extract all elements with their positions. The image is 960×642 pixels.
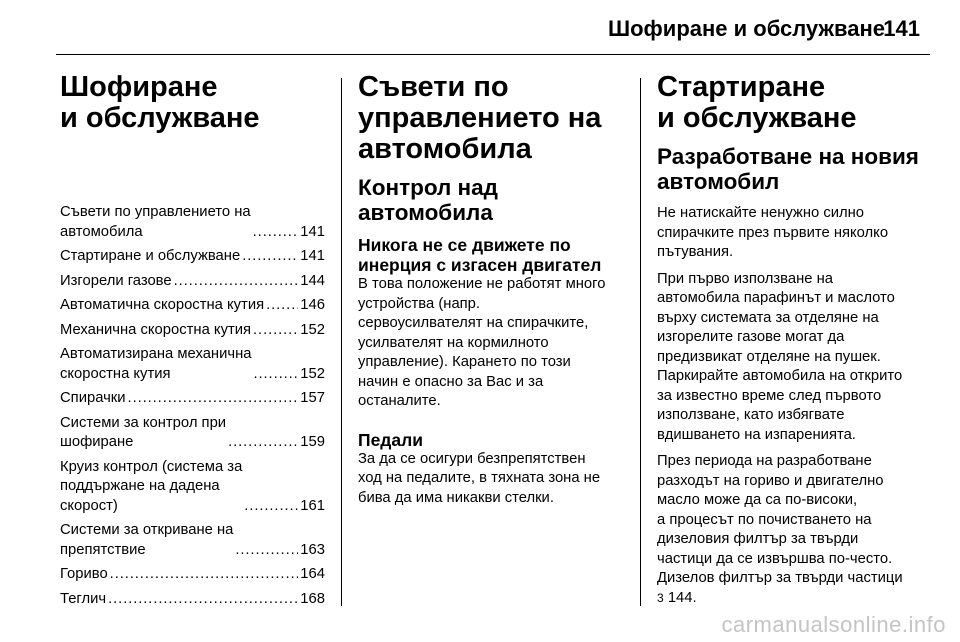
heading-pedals: Педали — [358, 429, 424, 450]
toc-entry-title: Круиз контрол (система за поддържане на дадена скорост) — [60, 458, 243, 514]
toc-entry-title: Гориво — [60, 566, 108, 582]
toc-entry[interactable] — [60, 203, 325, 242]
subsection-vehicle-control: Контрол над автомобила — [358, 175, 498, 225]
toc-entry-page: 163 — [300, 541, 325, 558]
toc-dot-leader — [174, 272, 299, 292]
toc-entry-page: 152 — [300, 365, 325, 382]
toc-entry-title: Системи за откриване на препятствие — [60, 522, 234, 558]
toc-entry-page: 164 — [300, 566, 325, 582]
paragraph-pedals: За да се осигури безпрепятствен ход на педалите, в тяхната зона не бива да има никакви стелки. — [358, 450, 601, 506]
header-title: Шофиране и обслужване — [608, 16, 886, 41]
toc-entry-title: Теглич — [60, 590, 107, 607]
toc-dot-leader — [253, 223, 299, 243]
chapter-title: Шофиране и обслужване — [60, 71, 260, 134]
toc-entry-page: 157 — [300, 390, 325, 406]
toc-entry[interactable] — [60, 272, 325, 292]
header-divider — [56, 54, 930, 55]
toc-dot-leader — [266, 296, 298, 316]
cross-reference-icon: 3 — [657, 590, 664, 605]
toc-entry[interactable] — [60, 321, 325, 341]
toc-entry-title: Системи за контрол при шофиране — [60, 414, 227, 450]
toc-entry-title: Автоматична скоростна кутия — [60, 297, 265, 313]
toc-dot-leader — [235, 541, 298, 561]
toc-entry-page: 141 — [300, 223, 325, 240]
toc-entry-page: 161 — [300, 497, 325, 514]
toc-entry-title: Механична скоростна кутия — [60, 321, 252, 338]
toc-entry-title: Спирачки — [60, 390, 126, 406]
paragraph-consumption-text: През периода на разработване разходът на гориво и двигателно масло може да са по-високи, а процесът по почистването на дизеловия филтър за твърди частици да се извършва по-често. Дизелов филтър за твърди частици — [657, 453, 903, 586]
toc-dot-leader — [242, 247, 298, 267]
toc-entry[interactable] — [60, 458, 325, 517]
column-divider-2 — [640, 78, 641, 606]
toc-entry-page: 141 — [300, 248, 325, 264]
toc-entry[interactable] — [60, 296, 325, 316]
paragraph-consumption — [657, 452, 927, 608]
toc-dot-leader — [253, 321, 298, 341]
paragraph-smoke: При първо използване на автомобила парафинът и маслото върху системата за отделяне на изгорелите газове могат да предизвикат отделяне на пушек. Паркирайте автомобила на открито за известно време след първото използване, като избягвате вдишването на изпаренията. — [657, 270, 903, 443]
toc-dot-leader — [108, 590, 298, 610]
toc-entry-page: 152 — [300, 321, 325, 338]
page-number: 141 — [883, 16, 920, 41]
toc-entry-title: Стартиране и обслужване — [60, 248, 241, 264]
toc-entry-title: Съвети по управлението на автомобила — [60, 204, 251, 240]
toc-entry-title: Изгорели газове — [60, 272, 172, 289]
column-divider-1 — [341, 78, 342, 606]
paragraph-brakes: Не натискайте ненужно силно спирачките през първите няколко пътувания. — [657, 205, 889, 260]
toc-entry[interactable] — [60, 247, 325, 267]
subsection-new-vehicle-running-in: Разработване на новия автомобил — [657, 144, 919, 194]
toc-dot-leader — [253, 365, 298, 385]
chapter-contents-column — [60, 72, 325, 614]
toc-dot-leader — [128, 389, 299, 409]
toc-entry-page: 159 — [300, 434, 325, 450]
toc-entry[interactable] — [60, 389, 325, 409]
toc-entry[interactable] — [60, 345, 325, 384]
watermark: carmanualsonline.info — [721, 612, 946, 637]
toc-entry[interactable] — [60, 521, 325, 560]
driving-tips-column — [358, 72, 626, 515]
toc-dot-leader — [244, 497, 298, 517]
toc-entry[interactable] — [60, 565, 325, 585]
toc-entry-title: Автоматизирана механична скоростна кутия — [60, 346, 252, 382]
toc-entry-page: 168 — [300, 590, 325, 607]
paragraph-coasting-warning: В това положение не работят много устройства (напр. сервоусилвателят на спирачките, усилвателят на кормилното управление). Каранeто по този начин е опасно за Вас и за останалите. — [358, 276, 606, 409]
toc-entry[interactable] — [60, 414, 325, 453]
section-title-starting: Стартиране и обслужване — [657, 71, 857, 134]
starting-operating-column — [657, 72, 927, 615]
toc-entry-page: 144 — [300, 272, 325, 289]
toc-dot-leader — [228, 433, 298, 453]
heading-never-coast: Никога не се движете по инерция с изгасен двигател — [358, 235, 602, 275]
toc-entry-page: 146 — [300, 297, 325, 313]
toc-dot-leader — [110, 565, 299, 585]
section-title-driving-tips: Съвети по управлението на автомобила — [358, 71, 602, 165]
toc-entry[interactable] — [60, 590, 325, 610]
cross-reference-page[interactable]: 144. — [667, 589, 697, 606]
table-of-contents — [60, 203, 325, 609]
